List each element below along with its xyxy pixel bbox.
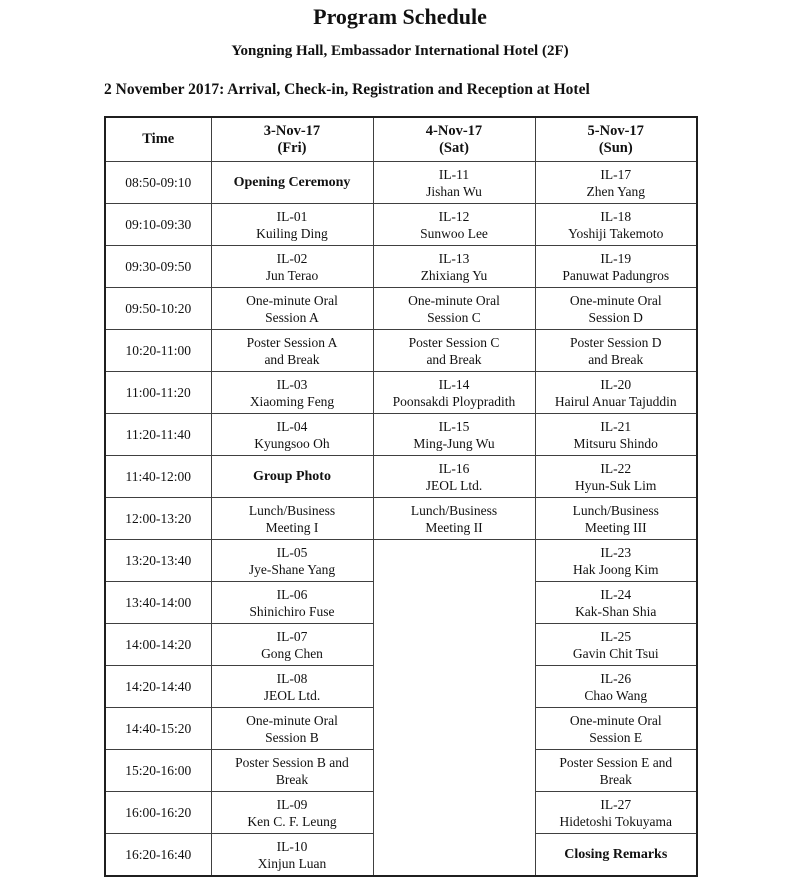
table-row — [105, 498, 697, 540]
session-cell-sun-line: Poster Session E and — [559, 754, 673, 770]
session-cell-sun-line: Session D — [588, 309, 643, 325]
session-cell-sun-line: Zhen Yang — [586, 183, 645, 199]
schedule-table — [104, 116, 698, 877]
session-cell-sun — [535, 456, 697, 498]
session-cell-fri-line: Break — [275, 771, 309, 787]
session-cell-fri-line: Kyungsoo Oh — [254, 435, 330, 451]
table-row — [105, 288, 697, 330]
session-cell-fri-line: Shinichiro Fuse — [249, 603, 335, 619]
session-cell-sun-line: Meeting III — [584, 519, 647, 535]
session-cell-sat-line: Ming-Jung Wu — [413, 435, 495, 451]
session-cell-sun-line: Poster Session D — [569, 334, 662, 350]
session-cell-fri — [211, 204, 373, 246]
session-cell-fri — [211, 498, 373, 540]
time-cell: 14:40-15:20 — [105, 708, 211, 750]
session-cell-fri-line: One-minute Oral — [246, 712, 338, 728]
session-cell-fri-line: IL-03 — [276, 376, 308, 392]
session-cell-fri-line: IL-10 — [276, 838, 308, 854]
session-cell-fri-line: Meeting I — [265, 519, 319, 535]
session-cell-fri — [211, 414, 373, 456]
session-cell-fri-line: Xinjun Luan — [257, 855, 327, 871]
session-cell-fri-line: IL-08 — [276, 670, 308, 686]
session-cell-sun — [535, 162, 697, 204]
venue-subtitle: Yongning Hall, Embassador International Hotel (2F) — [231, 43, 569, 59]
table-row — [105, 246, 697, 288]
session-cell-sun-line: Chao Wang — [584, 687, 648, 703]
session-cell-sun-line: IL-18 — [600, 208, 632, 224]
session-cell-fri-line: IL-02 — [276, 250, 308, 266]
session-cell-fri-line: IL-01 — [276, 208, 308, 224]
session-cell-sun-line: IL-23 — [600, 544, 632, 560]
time-cell: 11:20-11:40 — [105, 414, 211, 456]
time-cell: 09:10-09:30 — [105, 204, 211, 246]
table-row — [105, 330, 697, 372]
session-cell-fri-line: Session B — [265, 729, 319, 745]
session-cell-sat — [373, 456, 535, 498]
session-cell-fri-line: IL-05 — [276, 544, 308, 560]
session-cell-sun-line: One-minute Oral — [569, 292, 662, 308]
session-cell-sun-line: Break — [599, 771, 632, 787]
session-cell-sat-line: Sunwoo Lee — [420, 225, 488, 241]
column-header-sat-line: 4-Nov-17 — [425, 122, 483, 139]
column-header-sun-line: 5-Nov-17 — [587, 122, 644, 139]
table-row — [105, 162, 697, 204]
session-cell-fri-line: Jun Terao — [265, 267, 319, 283]
column-header-time-line: Time — [142, 131, 175, 147]
column-header-sun — [535, 117, 697, 162]
session-cell-fri-line: Session A — [265, 309, 319, 325]
session-cell-sat-line: Lunch/Business — [410, 502, 498, 518]
session-cell-sat-line: IL-14 — [438, 376, 470, 392]
session-cell-fri — [211, 582, 373, 624]
time-cell: 08:50-09:10 — [105, 162, 211, 204]
session-cell-sun — [535, 708, 697, 750]
session-cell-sun — [535, 624, 697, 666]
session-cell-sun-line: Session E — [589, 729, 643, 745]
session-cell-sun-line: Hak Joong Kim — [573, 561, 659, 577]
session-cell-sun — [535, 750, 697, 792]
page-title: Program Schedule — [313, 4, 487, 29]
session-cell-fri — [211, 456, 373, 498]
session-cell-fri — [211, 708, 373, 750]
session-cell-sat-line: IL-16 — [438, 460, 470, 476]
time-cell: 16:20-16:40 — [105, 834, 211, 877]
column-header-fri-line: (Fri) — [277, 139, 307, 156]
session-cell-sat — [373, 414, 535, 456]
session-cell-sun — [535, 204, 697, 246]
session-cell-fri — [211, 540, 373, 582]
session-cell-sat — [373, 372, 535, 414]
session-cell-fri — [211, 330, 373, 372]
time-cell: 10:20-11:00 — [105, 330, 211, 372]
table-row — [105, 372, 697, 414]
session-cell-sat-line: IL-11 — [438, 166, 470, 182]
session-cell-sat-empty — [373, 540, 535, 877]
program-schedule-page — [0, 4, 800, 871]
session-cell-sat-line: Jishan Wu — [426, 183, 482, 199]
session-cell-fri — [211, 834, 373, 877]
session-cell-sun-line: IL-20 — [600, 376, 632, 392]
session-cell-fri-line: JEOL Ltd. — [263, 687, 321, 703]
session-cell-sat — [373, 330, 535, 372]
column-header-fri-line: 3-Nov-17 — [263, 122, 321, 139]
session-cell-sat-line: IL-12 — [438, 208, 470, 224]
session-cell-fri-line: IL-09 — [276, 796, 308, 812]
session-cell-fri-line: IL-04 — [276, 418, 308, 434]
session-cell-fri — [211, 288, 373, 330]
session-cell-sun — [535, 582, 697, 624]
session-cell-sat — [373, 162, 535, 204]
session-cell-fri-line: and Break — [264, 351, 320, 367]
session-cell-sat-line: Meeting II — [425, 519, 483, 535]
session-cell-sun-line: IL-17 — [600, 166, 632, 182]
session-cell-sun-line: IL-21 — [600, 418, 632, 434]
time-cell: 12:00-13:20 — [105, 498, 211, 540]
session-cell-fri-line: Lunch/Business — [248, 502, 336, 518]
session-cell-sun-line: One-minute Oral — [569, 712, 662, 728]
session-cell-sun-line: Mitsuru Shindo — [573, 435, 658, 451]
session-cell-sat-line: One-minute Oral — [408, 292, 500, 308]
time-cell: 13:40-14:00 — [105, 582, 211, 624]
session-cell-fri-line: Group Photo — [253, 469, 331, 484]
session-cell-sat — [373, 498, 535, 540]
session-cell-fri-line: Poster Session B and — [235, 754, 349, 770]
session-cell-sun — [535, 246, 697, 288]
time-cell: 16:00-16:20 — [105, 792, 211, 834]
session-cell-fri-line: Gong Chen — [261, 645, 323, 661]
column-header-sun-line: (Sun) — [598, 139, 633, 156]
session-cell-fri-line: IL-06 — [276, 586, 308, 602]
session-cell-fri — [211, 162, 373, 204]
session-cell-sat-line: Session C — [427, 309, 481, 325]
table-header-row — [105, 117, 697, 162]
session-cell-fri-line: Poster Session A — [246, 334, 338, 350]
table-row — [105, 414, 697, 456]
session-cell-fri-line: Ken C. F. Leung — [247, 813, 337, 829]
column-header-sat-line: (Sat) — [439, 139, 469, 156]
time-cell: 13:20-13:40 — [105, 540, 211, 582]
session-cell-fri-line: IL-07 — [276, 628, 308, 644]
session-cell-sun-line: IL-19 — [600, 250, 632, 266]
session-cell-sun-line: Hairul Anuar Tajuddin — [554, 393, 677, 409]
time-cell: 09:30-09:50 — [105, 246, 211, 288]
session-cell-sat-line: Poonsakdi Ploypradith — [392, 393, 516, 409]
session-cell-sun — [535, 414, 697, 456]
session-cell-sun — [535, 330, 697, 372]
column-header-sat — [373, 117, 535, 162]
time-cell: 14:20-14:40 — [105, 666, 211, 708]
session-cell-sat-line: IL-13 — [438, 250, 470, 266]
schedule-table-head — [105, 117, 697, 162]
session-cell-fri-line: One-minute Oral — [246, 292, 338, 308]
session-cell-sun-line: IL-27 — [600, 796, 632, 812]
time-cell: 09:50-10:20 — [105, 288, 211, 330]
schedule-table-body — [105, 162, 697, 877]
arrival-note: 2 November 2017: Arrival, Check-in, Registration and Reception at Hotel — [104, 81, 590, 98]
session-cell-fri — [211, 372, 373, 414]
table-row — [105, 540, 697, 582]
session-cell-sun — [535, 498, 697, 540]
session-cell-sun — [535, 834, 697, 877]
session-cell-fri-line: Jye-Shane Yang — [248, 561, 336, 577]
session-cell-sun-line: Lunch/Business — [572, 502, 659, 518]
session-cell-sat-line: Zhixiang Yu — [420, 267, 488, 283]
time-cell: 11:40-12:00 — [105, 456, 211, 498]
session-cell-sun — [535, 666, 697, 708]
session-cell-sat — [373, 204, 535, 246]
session-cell-sun-line: Panuwat Padungros — [562, 267, 670, 283]
table-row — [105, 204, 697, 246]
session-cell-sun-line: and Break — [588, 351, 644, 367]
session-cell-sun — [535, 372, 697, 414]
session-cell-sun-line: Hyun-Suk Lim — [575, 477, 657, 493]
time-cell: 15:20-16:00 — [105, 750, 211, 792]
session-cell-fri — [211, 246, 373, 288]
session-cell-sun-line: Gavin Chit Tsui — [572, 645, 659, 661]
column-header-fri — [211, 117, 373, 162]
session-cell-sat-line: and Break — [426, 351, 482, 367]
table-row — [105, 456, 697, 498]
session-cell-sun-line: IL-25 — [600, 628, 632, 644]
session-cell-fri — [211, 750, 373, 792]
time-cell: 11:00-11:20 — [105, 372, 211, 414]
session-cell-fri-line: Opening Ceremony — [233, 175, 351, 190]
session-cell-fri — [211, 666, 373, 708]
session-cell-sun-line: Closing Remarks — [564, 847, 668, 862]
session-cell-sun-line: IL-26 — [600, 670, 632, 686]
session-cell-sun-line: IL-24 — [600, 586, 632, 602]
time-cell: 14:00-14:20 — [105, 624, 211, 666]
session-cell-fri — [211, 624, 373, 666]
session-cell-fri — [211, 792, 373, 834]
session-cell-sun-line: Kak-Shan Shia — [575, 603, 657, 619]
session-cell-sat-line: JEOL Ltd. — [425, 477, 483, 493]
session-cell-sat — [373, 246, 535, 288]
session-cell-fri-line: Xiaoming Feng — [249, 393, 335, 409]
session-cell-sun-line: Hidetoshi Tokuyama — [559, 813, 672, 829]
session-cell-sun-line: IL-22 — [600, 460, 632, 476]
session-cell-sun — [535, 792, 697, 834]
session-cell-fri-line: Kuiling Ding — [256, 225, 328, 241]
column-header-time — [105, 117, 211, 162]
session-cell-sun — [535, 540, 697, 582]
schedule-container — [104, 81, 696, 877]
session-cell-sun — [535, 288, 697, 330]
session-cell-sat-line: Poster Session C — [408, 334, 500, 350]
session-cell-sat — [373, 288, 535, 330]
session-cell-sat-line: IL-15 — [438, 418, 470, 434]
session-cell-sun-line: Yoshiji Takemoto — [568, 225, 664, 241]
